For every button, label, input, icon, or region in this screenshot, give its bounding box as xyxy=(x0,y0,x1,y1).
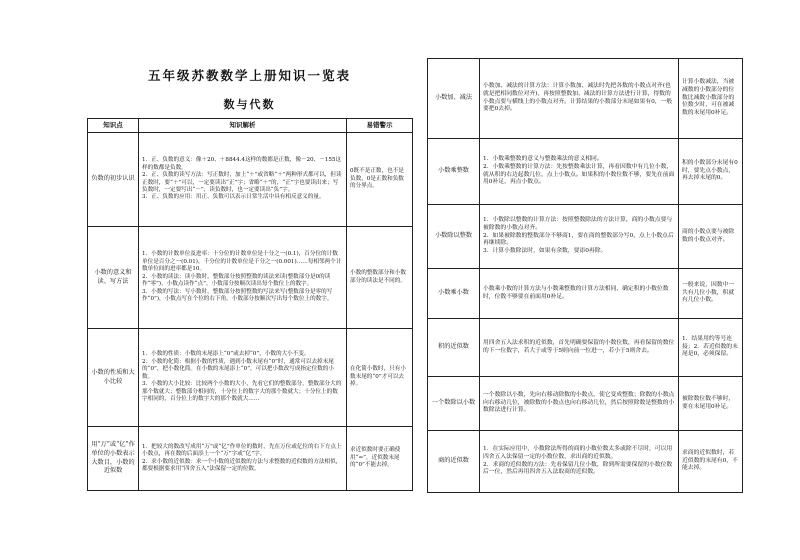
analysis-point: 1．正、负数的意义：像＋20、＋8844.4这样的数都是正数，像－20、－155这样的数都是负数。 xyxy=(142,157,342,171)
analysis-point: 3．计算小数除法时，如果有余数，要添0再除。 xyxy=(483,248,607,255)
analysis-point: 用四舍五入法求积的近似数，首先明确要保留的小数位数，再看保留的数位的下一位数字，若大于或等于5则向前一位进一，若小于5则舍去。 xyxy=(483,339,675,354)
analysis-point: 1．把较大的数改写成用“万”或“亿”作单位的数时，先在万位或亿位的右下方点上小数点，再在数的后面添上一个“万”字或“亿”字。 xyxy=(142,443,342,458)
analysis-point: 3．正、负数的应用：用正、负数可以表示日常生活中具有相反意义的量。 xyxy=(142,194,325,201)
table-header-row xyxy=(88,119,413,133)
topic-cell: 负数的初步认识 xyxy=(88,133,139,227)
table-row xyxy=(428,205,743,269)
warning-cell: 被除数位数不够时，要在末尾用0补足。 xyxy=(679,377,743,431)
warning-cell: 小数的整数部分和小数部分的读法是不同的。 xyxy=(347,227,413,329)
analysis-point: 2．求商的近似数的方法：先看保留几位小数，除到所需要保留的小数位数后一位，然后再用四舍五入法取商的近似数。 xyxy=(483,461,673,476)
analysis-cell xyxy=(139,329,347,427)
analysis-cell xyxy=(480,59,679,139)
right-page xyxy=(427,58,742,493)
analysis-point: 2．求小数的近似数：求一个小数的近似数的方法与求整数的近似数的方法相似，都要根据要求用“四舍五入”法保留一定的位数。 xyxy=(142,458,342,472)
knowledge-table-left xyxy=(87,118,413,491)
analysis-cell xyxy=(139,427,347,491)
analysis-point: 1．在实际应用中，小数除法所得的商的小数位数太多或除不尽时，可以用四舍五入法保留一定的小数位数，求出商的近似数。 xyxy=(483,445,673,460)
analysis-cell xyxy=(139,133,347,227)
topic-cell: 小数的性质和大小比较 xyxy=(88,329,139,427)
warning-cell: 求近似数时要正确使用“≈”，近似数末尾的“0”不能去掉。 xyxy=(347,427,413,491)
topic-cell: 小数加、减法 xyxy=(428,59,480,139)
topic-cell: 用“万”或“亿”作单位的小数表示大数目，小数的近似数 xyxy=(88,427,139,491)
warning-cell: 在化简小数时，只有小数末尾的“0”才可以去掉。 xyxy=(347,329,413,427)
topic-cell: 小数乘整数 xyxy=(428,139,480,205)
analysis-point: 1．小数的性质：小数的末尾添上“0”或去掉“0”，小数的大小不变。 xyxy=(142,351,310,358)
knowledge-table-right xyxy=(427,58,743,493)
analysis-cell xyxy=(139,227,347,329)
analysis-point: 2．小数的读法：读小数时，整数部分按照整数的读法来读(整数部分是0的读作“零”)，小数点读作“点”，小数部分按顺次读出每个数位上的数字。 xyxy=(142,273,331,288)
warning-cell: 0既不是正数，也不是负数，0是正数和负数的分界点。 xyxy=(347,133,413,227)
table-row xyxy=(428,269,743,319)
analysis-point: 2．小数乘整数的计算方法：先按整数乘法计算，再看因数中有几位小数，就从积的右边起数几位，点上小数点。如果积的小数位数不够，要先在前面用0补足，再点小数点。 xyxy=(483,163,675,186)
topic-cell: 小数的意义和读、写方法 xyxy=(88,227,139,329)
analysis-point: 2．正、负数的读写方法：写正数时，加上“＋”或省略“＋”两种形式都可以，但读正数时，要“＋”可以，一定要读出“正”字；省略“＋”的，“正”字也要读出来；写负数时，一定要写出“－”，读负数时，也一定要读出“负”字。 xyxy=(142,172,342,193)
analysis-cell xyxy=(480,319,679,377)
analysis-point: 1．小数除以整数的计算方法：按照整数除法的方法计算，商的小数点要与被除数的小数点对齐。 xyxy=(483,216,673,231)
column-header-topic: 知识点 xyxy=(88,119,139,133)
warning-cell: 一般来说，因数中一共有几位小数，积就有几位小数。 xyxy=(679,269,743,319)
warning-cell: 1．结果用约等号连接；2．若近似数的末尾是0，必须保留。 xyxy=(679,319,743,377)
analysis-point: 3．小数的写法：写小数时，整数部分按照整数的写法来写(整数部分是零的写作“0”)，小数点写在个位的右下角，小数部分按顺次写出每个数位上的数字。 xyxy=(142,288,333,303)
warning-cell: 积的小数部分末尾有0时，要先点小数点，再去掉末尾的0。 xyxy=(679,139,743,205)
table-row xyxy=(428,319,743,377)
topic-cell: 一个数除以小数 xyxy=(428,377,480,431)
left-page xyxy=(87,66,412,491)
column-header-analysis: 知识解析 xyxy=(139,119,347,133)
table-row xyxy=(88,227,413,329)
analysis-point: 1．小数的计数单位及进率：十分位的计数单位是十分之一(0.1)，百分位的计数单位是百分之一(0.01)，千分位的计数单位是千分之一(0.001)……每相邻两个计数单位间的进率都是10。 xyxy=(142,251,342,273)
analysis-point: 一个数除以小数，先向右移动除数的小数点，使它变成整数；除数的小数点向右移动几位，被除数的小数点也向右移动几位，然后按照除数是整数的小数除法进行计算。 xyxy=(483,391,675,414)
analysis-cell xyxy=(480,139,679,205)
analysis-point: 2．小数的化简：根据小数的性质，遇到小数末尾有“0”时，通常可以去掉末尾的“0”，把小数化简。在小数的末尾添上“0”，可以把小数改写成指定位数的小数。 xyxy=(142,358,334,380)
topic-cell: 商的近似数 xyxy=(428,431,480,493)
topic-cell: 小数除以整数 xyxy=(428,205,480,269)
analysis-point: 小数乘小数的计算方法与小数乘整数的计算方法相同，确定积的小数位数时，位数不够要在前面用0补足。 xyxy=(483,285,669,300)
topic-cell: 积的近似数 xyxy=(428,319,480,377)
section-title: 数与代数 xyxy=(223,98,276,111)
column-header-warning: 易错警示 xyxy=(347,119,413,133)
table-row xyxy=(88,427,413,491)
topic-cell: 小数乘小数 xyxy=(428,269,480,319)
analysis-point: 2．如果被除数的整数部分不够商1，要在商的整数部分写0，点上小数点后再继续除。 xyxy=(483,232,674,247)
table-row xyxy=(428,377,743,431)
analysis-point: 小数加、减法的计算方法：计算小数加、减法时先把各数的小数点对齐(也就是把相同数位对齐)，再按照整数加、减法的计算方法进行计算，得数的小数点要与横线上的小数点对齐。计算结果的小数部分末尾如果有0，一般要把0去掉。 xyxy=(483,82,673,113)
analysis-cell xyxy=(480,205,679,269)
analysis-cell xyxy=(480,269,679,319)
analysis-cell xyxy=(480,431,679,493)
table-row xyxy=(428,139,743,205)
table-row xyxy=(88,133,413,227)
analysis-point: 3．小数的大小比较：比较两个小数的大小，先看它们的整数部分，整数部分大的那个数就大；整数部分相同的，十分位上的数字大的那个数就大；十分位上的数字相同的，百分位上的数字大的那个数就大…… xyxy=(142,381,342,403)
analysis-cell xyxy=(480,377,679,431)
warning-cell: 商的小数点要与被除数的小数点对齐。 xyxy=(679,205,743,269)
warning-cell: 计算小数减法，当被减数的小数部分的位数比减数小数部分的位数少时，可在被减数的末尾用0补足。 xyxy=(679,59,743,139)
table-row xyxy=(428,431,743,493)
table-row xyxy=(88,329,413,427)
table-row xyxy=(428,59,743,139)
analysis-point: 1．小数乘整数的意义与整数乘法的意义相同。 xyxy=(483,155,603,162)
warning-cell: 求商的近似数时，若近似数的末尾有0，不能去掉。 xyxy=(679,431,743,493)
document-title: 五年级苏教数学上册知识一览表 xyxy=(147,68,351,83)
